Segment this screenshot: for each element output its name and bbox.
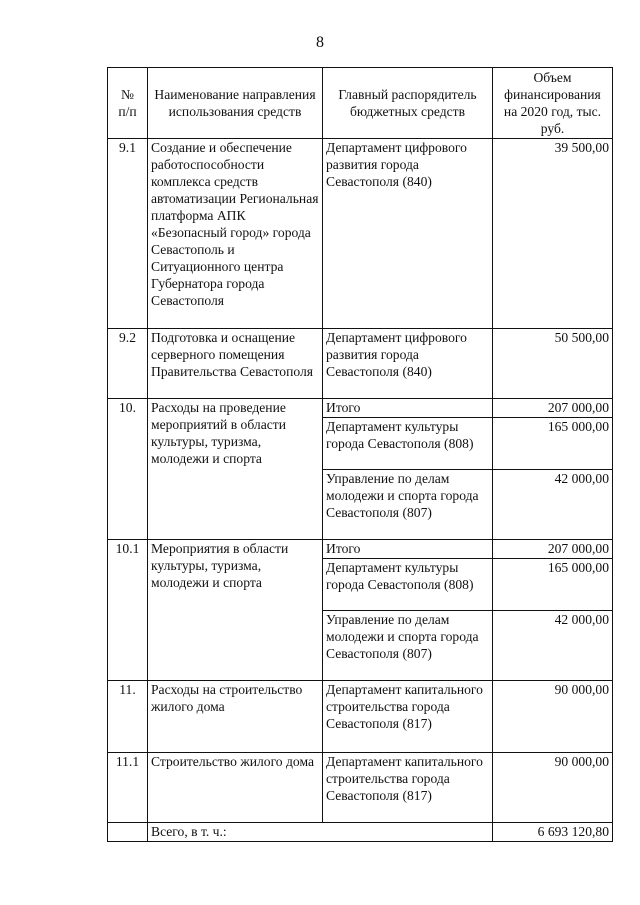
table-row (108, 753, 613, 823)
header-amount: Объем финансирования на 2020 год, тыс. руб. (493, 68, 613, 139)
row-num: 10.1 (108, 540, 148, 681)
table-header-row (108, 68, 613, 139)
table-row (108, 681, 613, 753)
row-amount: 39 500,00 (493, 139, 613, 329)
subrow-distributor: Итого (323, 540, 493, 559)
row-name: Строительство жилого дома (148, 753, 323, 823)
row-name: Расходы на строительство жилого дома (148, 681, 323, 753)
row-amount: 50 500,00 (493, 329, 613, 399)
header-num: № п/п (108, 68, 148, 139)
row-amount: 90 000,00 (493, 753, 613, 823)
subrow-amount: 207 000,00 (493, 399, 613, 418)
row-distributor: Департамент капитального строительства города Севастополя (817) (323, 681, 493, 753)
total-label: Всего, в т. ч.: (148, 823, 493, 842)
total-amount: 6 693 120,80 (493, 823, 613, 842)
subrow-distributor: Департамент культуры города Севастополя (808) (323, 559, 493, 611)
row-distributor: Департамент цифрового развития города Севастополя (840) (323, 139, 493, 329)
row-num: 11. (108, 681, 148, 753)
row-name: Создание и обеспечение работоспособности комплекса средств автоматизации Региональная платформа АПК «Безопасный город» города Севастополь и Ситуационного центра Губернатора города Севастополя (148, 139, 323, 329)
subrow-amount: 165 000,00 (493, 418, 613, 470)
row-amount: 90 000,00 (493, 681, 613, 753)
subrow-amount: 42 000,00 (493, 611, 613, 681)
subrow-amount: 207 000,00 (493, 540, 613, 559)
table-row (108, 329, 613, 399)
row-name: Подготовка и оснащение серверного помещения Правительства Севастополя (148, 329, 323, 399)
row-distributor: Департамент цифрового развития города Севастополя (840) (323, 329, 493, 399)
table-row (108, 139, 613, 329)
budget-table (107, 67, 613, 842)
subrow-amount: 42 000,00 (493, 470, 613, 540)
row-num: 10. (108, 399, 148, 540)
row-num: 11.1 (108, 753, 148, 823)
table-row (108, 540, 613, 559)
row-distributor: Департамент капитального строительства города Севастополя (817) (323, 753, 493, 823)
row-name: Расходы на проведение мероприятий в области культуры, туризма, молодежи и спорта (148, 399, 323, 540)
header-distributor: Главный распорядитель бюджетных средств (323, 68, 493, 139)
row-name: Мероприятия в области культуры, туризма, молодежи и спорта (148, 540, 323, 681)
subrow-distributor: Управление по делам молодежи и спорта города Севастополя (807) (323, 611, 493, 681)
row-num: 9.1 (108, 139, 148, 329)
subrow-distributor: Департамент культуры города Севастополя (808) (323, 418, 493, 470)
row-num: 9.2 (108, 329, 148, 399)
header-name: Наименование направления использования средств (148, 68, 323, 139)
subrow-distributor: Итого (323, 399, 493, 418)
subrow-distributor: Управление по делам молодежи и спорта города Севастополя (807) (323, 470, 493, 540)
table-row (108, 399, 613, 418)
page-number: 8 (316, 34, 324, 51)
total-num (108, 823, 148, 842)
table-total-row (108, 823, 613, 842)
subrow-amount: 165 000,00 (493, 559, 613, 611)
